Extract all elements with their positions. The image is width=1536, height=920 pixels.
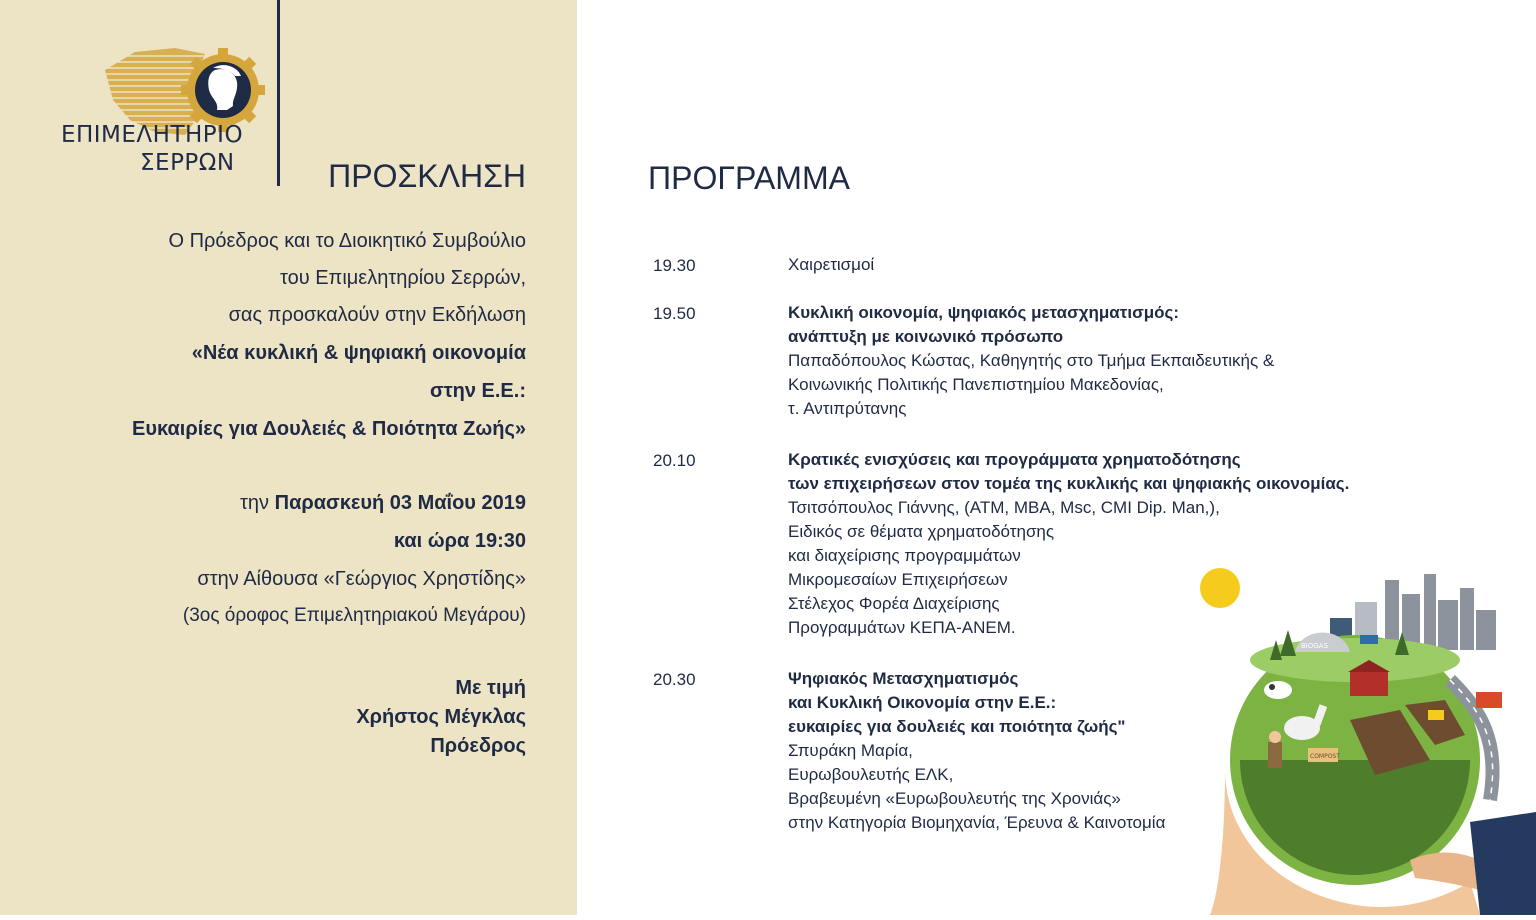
green-globe-illustration (1180, 560, 1536, 915)
program-session-title: των επιχειρήσεων στον τομέα της κυκλικής και ψηφιακής οικονομίας. (788, 474, 1350, 493)
program-time: 19.30 (653, 256, 696, 275)
event-title-line: στην Ε.Ε.: (430, 380, 526, 402)
closing: Με τιμή (455, 677, 526, 699)
program-line: Χαιρετισμοί (788, 255, 875, 274)
logo-divider (277, 0, 280, 186)
car-icon (1360, 635, 1378, 644)
event-title-line: «Νέα κυκλική & ψηφιακή οικονομία (191, 342, 526, 364)
invitation-line: Ο Πρόεδρος και το Διοικητικό Συμβούλιο (168, 230, 526, 252)
program-line: Βραβευμένη «Ευρωβουλευτής της Χρονιάς» (788, 789, 1121, 808)
sleeve-icon (1470, 812, 1536, 915)
program-time: 19.50 (653, 304, 696, 323)
compost-label: COMPOST (1310, 753, 1340, 760)
logo-text-line2: ΣΕΡΡΩΝ (140, 150, 235, 176)
program-session-title: Κρατικές ενισχύσεις και προγράμματα χρηματοδότησης (788, 450, 1241, 469)
invitation-line: σας προσκαλούν στην Εκδήλωση (228, 304, 526, 326)
farmer-icon (1268, 742, 1282, 768)
event-floor: (3ος όροφος Επιμελητηριακού Μεγάρου) (182, 605, 526, 626)
program-line: Παπαδόπουλος Κώστας, Καθηγητής στο Τμήμα Εκπαιδευτικής & (788, 351, 1275, 370)
invitation-line: του Επιμελητηρίου Σερρών, (279, 267, 526, 289)
cow-icon (1264, 681, 1292, 699)
program-line: Κοινωνικής Πολιτικής Πανεπιστημίου Μακεδονίας, (788, 375, 1164, 394)
program-session-title: Κυκλική οικονομία, ψηφιακός μετασχηματισμός: (788, 303, 1179, 322)
program-title: ΠΡΟΓΡΑΜΜΑ (648, 160, 850, 196)
biogas-label: BIOGAS (1301, 642, 1329, 650)
tractor-icon (1428, 710, 1444, 720)
program-session-title: Ψηφιακός Μετασχηματισμός (788, 669, 1019, 688)
program-line: Ειδικός σε θέματα χρηματοδότησης (788, 522, 1055, 541)
program-line: Στέλεχος Φορέα Διαχείρισης (788, 594, 1000, 613)
signatory: Χρήστος Μέγκλας (356, 706, 526, 728)
signatory-role: Πρόεδρος (430, 735, 526, 757)
program-time: 20.30 (653, 670, 696, 689)
program-line: Σπυράκη Μαρία, (788, 741, 913, 760)
program-line: Μικρομεσαίων Επιχειρήσεων (788, 570, 1008, 589)
program-line: στην Κατηγορία Βιομηχανία, Έρευνα & Καινοτομία (788, 813, 1166, 832)
program-line: και διαχείρισης προγραμμάτων (788, 546, 1021, 565)
event-title-line: Ευκαιρίες για Δουλειές & Ποιότητα Ζωής» (132, 418, 526, 440)
sun-icon (1200, 568, 1240, 608)
date-prefix: την (240, 492, 275, 514)
program-line: Τσιτσόπουλος Γιάννης, (ATM, MBA, Msc, CMI Dip. Man,), (788, 498, 1220, 517)
program-time: 20.10 (653, 451, 696, 470)
program-line: Προγραμμάτων ΚΕΠΑ-ΑΝΕΜ. (788, 618, 1016, 637)
event-venue: στην Αίθουσα «Γεώργιος Χρηστίδης» (197, 568, 526, 590)
program-line: τ. Αντιπρύτανης (788, 399, 907, 418)
program-line: Ευρωβουλευτής ΕΛΚ, (788, 765, 954, 784)
compost-bin-icon (1308, 748, 1340, 762)
program-session-title: και Κυκλική Οικονομία στην Ε.Ε.: (788, 693, 1057, 712)
invitation-title: ΠΡΟΣΚΛΗΣΗ (328, 158, 526, 194)
logo-text-line1: ΕΠΙΜΕΛΗΤΗΡΙΟ (60, 122, 244, 148)
bus-icon (1476, 692, 1502, 708)
program-session-title: ανάπτυξη με κοινωνικό πρόσωπο (788, 327, 1064, 346)
event-time: και ώρα 19:30 (393, 530, 526, 552)
event-date (240, 492, 526, 515)
date-value: Παρασκευή 03 Μαΐου 2019 (274, 492, 526, 514)
program-session-title: ευκαιρίες για δουλειές και ποιότητα ζωής" (788, 717, 1126, 736)
gear-icon (181, 48, 265, 132)
barn-icon (1350, 672, 1388, 696)
